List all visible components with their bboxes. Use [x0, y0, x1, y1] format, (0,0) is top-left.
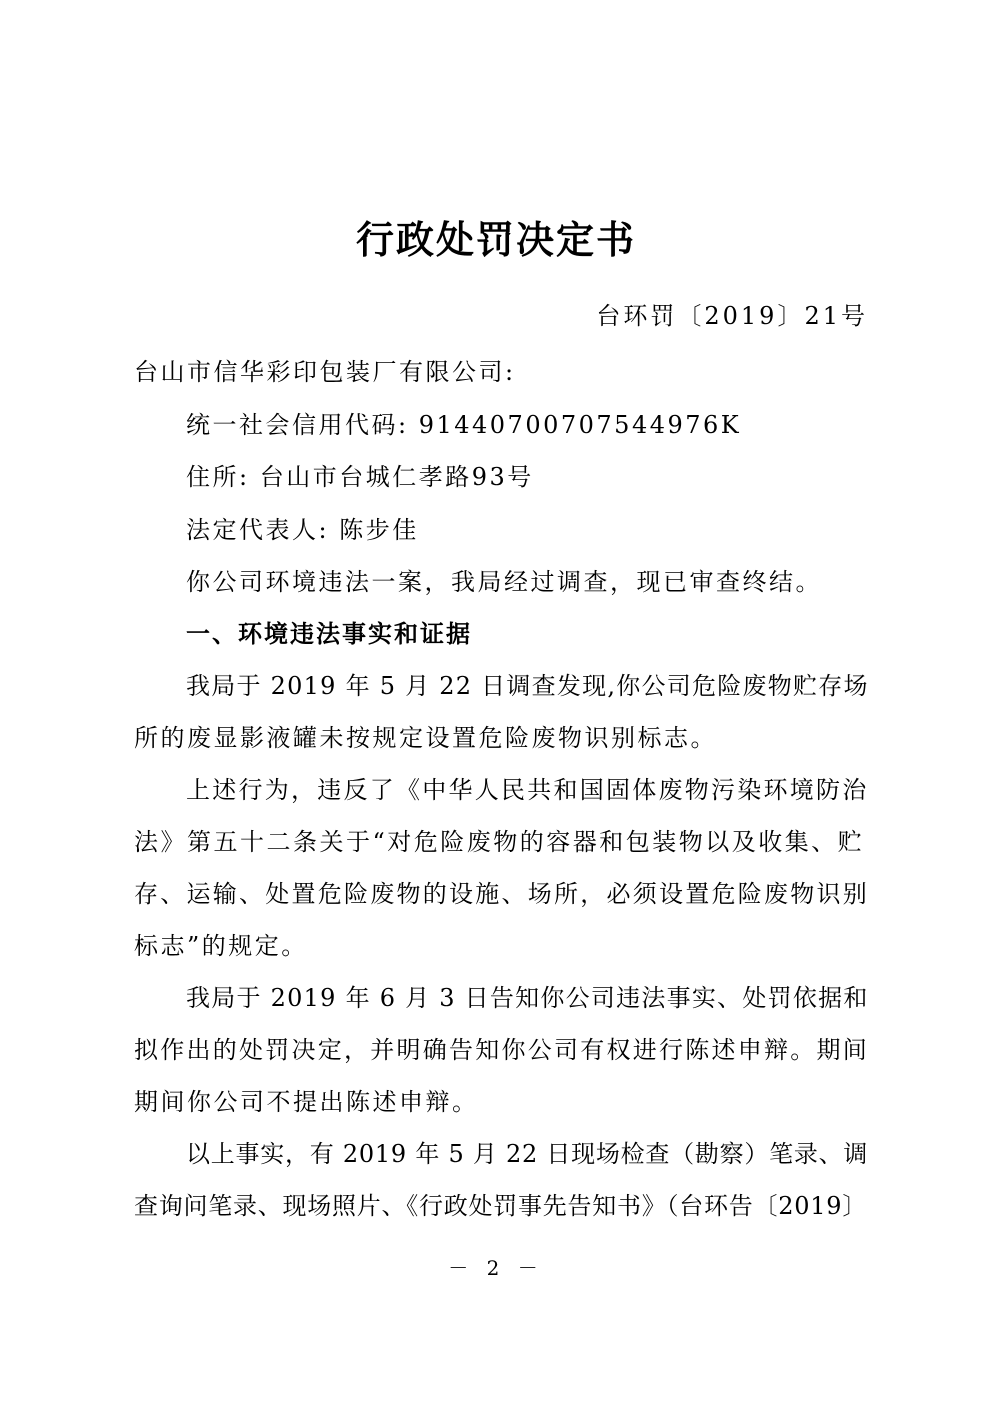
paragraph-line: 法》第五十二条关于“对危险废物的容器和包装物以及收集、贮	[134, 828, 865, 856]
paragraph-line: 期间你公司不提出陈述申辩。	[134, 1088, 479, 1116]
paragraph-line: 标志”的规定。	[134, 932, 308, 960]
credit-code-line: 统一社会信用代码: 91440700707544976K	[186, 411, 742, 439]
paragraph-line: 以上事实，有 2019 年 5 月 22 日现场检查（勘察）笔录、调	[186, 1140, 869, 1168]
recipient-line: 台山市信华彩印包装厂有限公司:	[134, 358, 516, 386]
paragraph-line: 查询问笔录、现场照片、《行政处罚事先告知书》（台环告〔2019〕	[134, 1192, 868, 1220]
paragraph-line: 存、运输、处置危险废物的设施、场所，必须设置危险废物识别	[134, 880, 869, 908]
document-title: 行政处罚决定书	[355, 218, 636, 262]
address-line: 住所: 台山市台城仁孝路93号	[186, 463, 534, 491]
intro-line: 你公司环境违法一案，我局经过调查，现已审查终结。	[186, 568, 822, 596]
page-number: － 2 －	[448, 1256, 544, 1280]
paragraph-line: 所的废显影液罐未按规定设置危险废物识别标志。	[134, 724, 717, 752]
paragraph-line: 上述行为，违反了《中华人民共和国固体废物污染环境防治	[186, 776, 869, 804]
paragraph-line: 拟作出的处罚决定，并明确告知你公司有权进行陈述申辩。期间	[134, 1036, 869, 1064]
legal-representative-line: 法定代表人: 陈步佳	[186, 516, 419, 544]
section-heading: 一、环境违法事实和证据	[186, 620, 472, 648]
paragraph-line: 我局于 2019 年 6 月 3 日告知你公司违法事实、处罚依据和	[186, 984, 869, 1012]
document-number: 台环罚〔2019〕21号	[596, 302, 868, 330]
paragraph-line: 我局于 2019 年 5 月 22 日调查发现,你公司危险废物贮存场	[186, 672, 869, 700]
